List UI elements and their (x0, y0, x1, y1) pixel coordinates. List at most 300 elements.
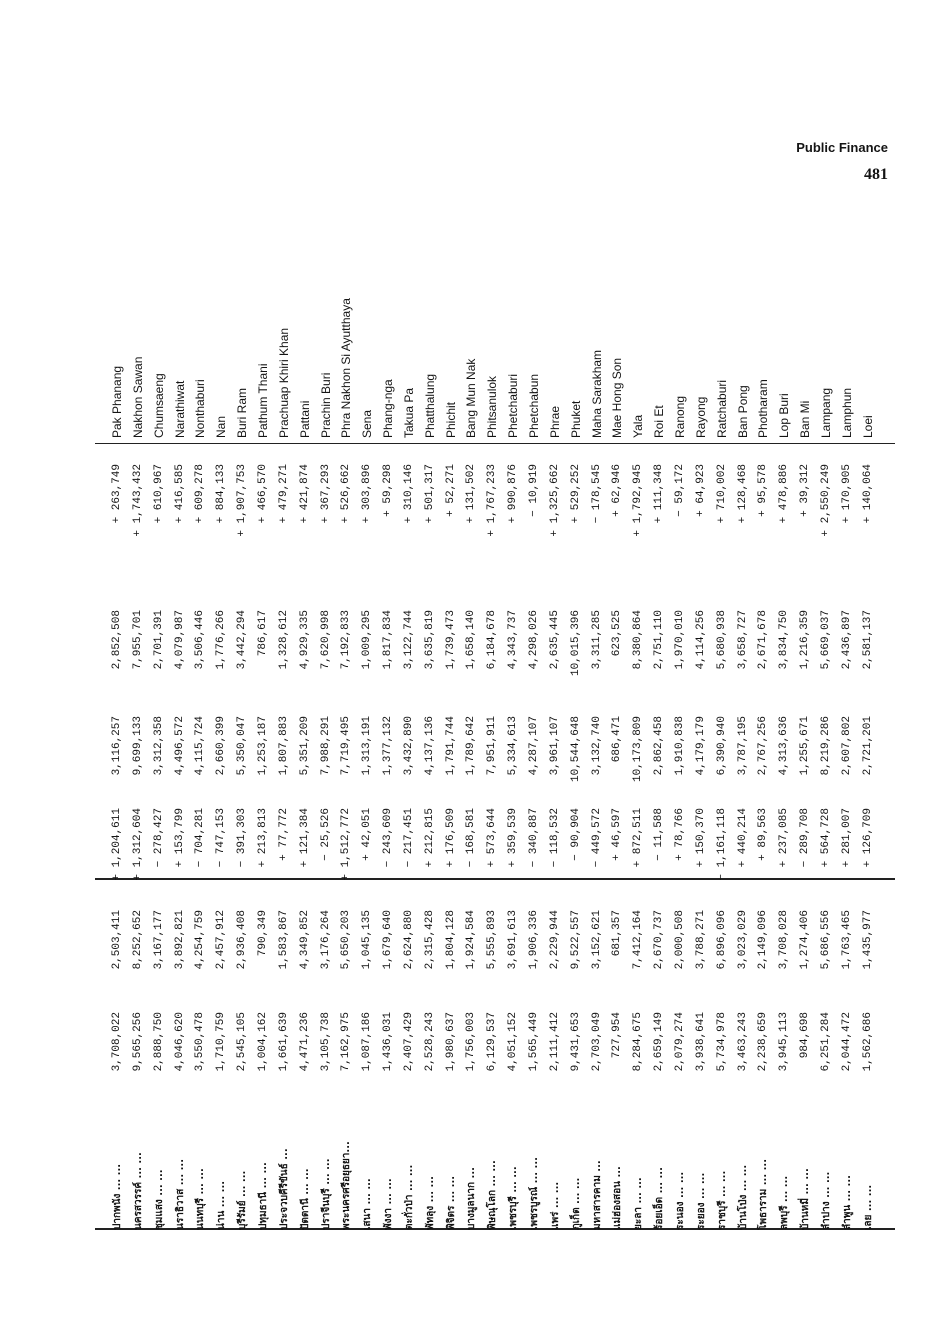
table-row (524, 140, 545, 1230)
value-cell-v5: 2,701,391 (152, 610, 165, 670)
value-cell-v6: + 52,271 (444, 464, 457, 517)
table-row (420, 140, 441, 1230)
table-row (211, 140, 232, 1230)
value-cell-v4: 3,787,195 (736, 716, 749, 776)
value-cell-v1: 3,463,243 (736, 1012, 749, 1072)
english-name-cell: Mae Hong Son (610, 357, 625, 438)
running-header-title: Public Finance (796, 140, 888, 155)
value-cell-v2: 3,167,177 (152, 910, 165, 970)
table-row (837, 140, 858, 1230)
value-cell-v6: + 1,743,432 (131, 464, 144, 537)
table-row (795, 140, 816, 1230)
table-row (357, 140, 378, 1230)
value-cell-v5: 2,436,897 (840, 610, 853, 670)
thai-name-cell: บ้านโป่ง ... ... (737, 1164, 749, 1230)
table-row (399, 140, 420, 1230)
value-cell-v6: + 501,317 (423, 464, 436, 524)
value-cell-v3: − 168,581 (465, 808, 478, 868)
value-cell-v3: − 1,161,118 (715, 808, 728, 881)
english-name-cell: Sena (360, 409, 375, 438)
value-cell-v6: + 479,271 (277, 464, 290, 524)
table-row (816, 140, 837, 1230)
thai-name-cell: พัทลุง ... ... (424, 1176, 436, 1230)
value-cell-v2: 1,274,406 (799, 910, 812, 970)
value-cell-v3: − 704,281 (194, 808, 207, 868)
value-cell-v1: 1,980,637 (444, 1012, 457, 1072)
value-cell-v1: 1,756,003 (465, 1012, 478, 1072)
value-cell-v5: 786,617 (256, 610, 269, 657)
value-cell-v2: 1,045,135 (361, 910, 374, 970)
value-cell-v4: 7,988,291 (319, 716, 332, 776)
value-cell-v1: 1,562,686 (861, 1012, 874, 1072)
value-cell-v1: 8,284,675 (632, 1012, 645, 1072)
value-cell-v6: − 59,172 (673, 464, 686, 517)
thai-name-cell: เพชรบุรี ... ... (508, 1166, 520, 1230)
value-cell-v1: 4,471,236 (298, 1012, 311, 1072)
value-cell-v2: 5,650,203 (340, 910, 353, 970)
value-cell-v4: 10,173,809 (632, 716, 645, 783)
value-cell-v6: + 1,767,233 (486, 464, 499, 537)
value-cell-v1: 2,528,243 (423, 1012, 436, 1072)
thai-name-cell: แม่ฮ่องสอน ... (612, 1166, 624, 1230)
value-cell-v1: 2,111,412 (548, 1012, 561, 1072)
english-name-cell: Phang-nga (381, 379, 396, 438)
thai-name-cell: เลย ... ... (862, 1184, 874, 1230)
value-cell-v5: 3,635,819 (423, 610, 436, 670)
value-cell-v2: 1,679,640 (382, 910, 395, 970)
value-cell-v4: 1,791,744 (444, 716, 457, 776)
value-cell-v4: 5,351,209 (298, 716, 311, 776)
english-name-cell: Ratchaburi (714, 379, 729, 438)
table-row (232, 140, 253, 1230)
value-cell-v2: 6,896,096 (715, 910, 728, 970)
table-row (149, 140, 170, 1230)
value-cell-v1: 1,087,186 (361, 1012, 374, 1072)
value-cell-v4: 1,377,132 (382, 716, 395, 776)
thai-name-cell: นราธิวาส ... ... (174, 1158, 186, 1230)
thai-name-cell: พังงา ... ... (383, 1178, 395, 1230)
table-row (649, 140, 670, 1230)
value-cell-v6: + 310,146 (402, 464, 415, 524)
value-cell-v2: 2,503,411 (111, 910, 123, 970)
thai-name-cell: ระนอง ... ... (674, 1171, 686, 1230)
value-cell-v4: 3,312,358 (152, 716, 165, 776)
value-cell-v5: 6,184,678 (486, 610, 499, 670)
thai-name-cell: บ้านหมี่ ... ... (800, 1168, 812, 1230)
table-row (316, 140, 337, 1230)
value-cell-v5: 2,671,678 (757, 610, 770, 670)
english-name-cell: Lamphun (839, 387, 854, 438)
english-name-cell: Rayong (693, 396, 708, 438)
value-cell-v3: + 213,813 (256, 808, 269, 868)
table-row (253, 140, 274, 1230)
table-row (607, 140, 628, 1230)
value-cell-v1: 2,703,049 (590, 1012, 603, 1072)
value-cell-v6: + 170,905 (840, 464, 853, 524)
thai-name-cell: นนทบุรี ... ... (195, 1168, 207, 1230)
value-cell-v4: 8,219,286 (819, 716, 832, 776)
value-cell-v4: 5,350,047 (236, 716, 249, 776)
value-cell-v4: 4,137,136 (423, 716, 436, 776)
value-cell-v4: 1,789,642 (465, 716, 478, 776)
value-cell-v1: 2,044,472 (840, 1012, 853, 1072)
table-row (712, 140, 733, 1230)
thai-name-cell: ปทุมธานี ... ... (257, 1162, 269, 1230)
english-name-cell: Pak Phanang (110, 365, 124, 438)
thai-name-cell: ภูเก็ต ... ... (570, 1177, 582, 1230)
value-cell-v2: 2,315,428 (423, 910, 436, 970)
rotated-finance-table (95, 140, 895, 1230)
table-row (378, 140, 399, 1230)
value-cell-v4: 10,544,648 (569, 716, 582, 783)
thai-name-cell: ลพบุรี ... ... (779, 1175, 791, 1230)
value-cell-v6: + 478,886 (778, 464, 791, 524)
value-cell-v5: 1,776,266 (215, 610, 228, 670)
value-cell-v6: + 990,876 (507, 464, 520, 524)
value-cell-v1: 2,079,274 (673, 1012, 686, 1072)
value-cell-v3: + 1,312,604 (131, 808, 144, 881)
thai-name-cell: เสนา ... ... (362, 1178, 374, 1230)
value-cell-v5: 3,442,294 (236, 610, 249, 670)
thai-name-cell: โพธาราม ... ... (758, 1158, 770, 1230)
value-cell-v2: 1,804,128 (444, 910, 457, 970)
english-name-cell: Ban Pong (735, 385, 750, 438)
value-cell-v3: + 150,370 (694, 808, 707, 868)
value-cell-v1: 6,251,284 (819, 1012, 832, 1072)
value-cell-v2: 681,357 (611, 910, 624, 957)
english-name-cell: Prachin Buri (318, 372, 333, 438)
value-cell-v2: 2,624,880 (402, 910, 415, 970)
value-cell-v1: 3,938,641 (694, 1012, 707, 1072)
value-cell-v2: 3,023,029 (736, 910, 749, 970)
value-cell-v3: + 121,384 (298, 808, 311, 868)
value-cell-v2: 7,412,164 (632, 910, 645, 970)
value-cell-v6: + 610,967 (152, 464, 165, 524)
value-cell-v5: 1,739,473 (444, 610, 457, 670)
english-name-cell: Loei (860, 415, 875, 438)
value-cell-v5: 5,669,037 (819, 610, 832, 670)
value-cell-v2: 1,906,336 (528, 910, 540, 970)
value-cell-v5: 4,079,987 (173, 610, 186, 670)
thai-name-cell: มหาสารคาม ... (591, 1160, 603, 1230)
english-name-cell: Takua Pa (401, 387, 416, 438)
table-row (170, 140, 191, 1230)
value-cell-v6: + 131,502 (465, 464, 478, 524)
value-cell-v3: + 77,772 (277, 808, 290, 861)
table-row (691, 140, 712, 1230)
value-cell-v3: − 243,609 (382, 808, 395, 868)
value-cell-v4: 9,699,133 (131, 716, 144, 776)
thai-name-cell: ระยอง ... ... (695, 1172, 707, 1230)
value-cell-v3: + 126,709 (861, 808, 874, 868)
value-cell-v2: 1,924,584 (465, 910, 478, 970)
value-cell-v2: 2,000,508 (673, 910, 686, 970)
value-cell-v1: 1,565,449 (528, 1012, 540, 1072)
table-row (482, 140, 503, 1230)
thai-name-cell: บุรีรัมย์ ... ... (237, 1170, 249, 1230)
value-cell-v3: + 1,512,772 (340, 808, 353, 881)
value-cell-v3: + 78,766 (673, 808, 686, 861)
value-cell-v1: 727,954 (611, 1012, 624, 1059)
value-cell-v1: 3,708,022 (111, 1012, 123, 1072)
english-name-cell: Roi Et (652, 405, 667, 438)
english-name-cell: Bang Mun Nak (464, 358, 479, 438)
table-row (733, 140, 754, 1230)
value-cell-v3: + 440,214 (736, 808, 749, 868)
table-row (128, 140, 149, 1230)
value-cell-v4: 1,313,191 (361, 716, 374, 776)
value-cell-v2: 4,349,852 (298, 910, 311, 970)
value-cell-v3: − 118,532 (548, 808, 561, 868)
table-row (190, 140, 211, 1230)
value-cell-v3: − 449,572 (590, 808, 603, 868)
value-cell-v5: 1,009,295 (361, 610, 374, 670)
value-cell-v2: 9,522,557 (569, 910, 582, 970)
english-name-cell: Narathiwat (172, 380, 187, 438)
thai-name-cell: ร้อยเอ็ด ... ... (654, 1167, 666, 1230)
value-cell-v1: 3,105,738 (319, 1012, 332, 1072)
value-cell-v6: + 466,570 (256, 464, 269, 524)
value-cell-v5: 4,343,737 (507, 610, 520, 670)
value-cell-v1: 2,545,105 (236, 1012, 249, 1072)
value-cell-v5: 3,658,727 (736, 610, 749, 670)
value-cell-v1: 1,436,031 (382, 1012, 395, 1072)
value-cell-v3: − 340,887 (528, 808, 540, 868)
english-name-cell: Yala (631, 414, 646, 438)
english-name-cell: Phra Nakhon Si Ayutthaya (339, 298, 354, 438)
thai-name-cell: ยะลา ... ... (633, 1177, 645, 1230)
value-cell-v1: 5,734,978 (715, 1012, 728, 1072)
value-cell-v4: 1,807,883 (277, 716, 290, 776)
value-cell-v2: 3,708,028 (778, 910, 791, 970)
value-cell-v3: + 281,007 (840, 808, 853, 868)
value-cell-v6: + 59,298 (382, 464, 395, 517)
thai-name-cell: แพร่ ... ... (549, 1181, 561, 1230)
value-cell-v6: + 710,002 (715, 464, 728, 524)
thai-name-cell: ตะกั่วป่า ... ... (403, 1164, 415, 1230)
value-cell-v5: 8,380,864 (632, 610, 645, 670)
thai-name-cell: ลำปาง ... ... (820, 1171, 832, 1230)
value-cell-v6: + 95,578 (757, 464, 770, 517)
value-cell-v4: 2,862,458 (653, 716, 666, 776)
value-cell-v5: 3,506,446 (194, 610, 207, 670)
value-cell-v3: + 564,728 (819, 808, 832, 868)
value-cell-v2: 3,892,821 (173, 910, 186, 970)
value-cell-v2: 790,349 (256, 910, 269, 957)
value-cell-v3: − 90,904 (569, 808, 582, 861)
value-cell-v4: 2,607,802 (840, 716, 853, 776)
english-name-cell: Ban Mi (798, 400, 813, 438)
value-cell-v1: 6,129,537 (486, 1012, 499, 1072)
value-cell-v6: + 128,468 (736, 464, 749, 524)
table-row (545, 140, 566, 1230)
value-cell-v5: 3,122,744 (402, 610, 415, 670)
value-cell-v2: 3,176,264 (319, 910, 332, 970)
value-cell-v3: + 212,815 (423, 808, 436, 868)
value-cell-v3: − 289,708 (799, 808, 812, 868)
value-cell-v1: 2,407,429 (402, 1012, 415, 1072)
value-cell-v4: 4,287,107 (528, 716, 540, 776)
english-name-cell: Buri Ram (235, 387, 250, 438)
value-cell-v5: 7,955,701 (131, 610, 144, 670)
value-cell-v4: 3,116,257 (111, 716, 123, 776)
english-name-cell: Photharam (756, 379, 771, 438)
table-row (461, 140, 482, 1230)
thai-name-cell: ราชบุรี ... ... (716, 1170, 728, 1230)
value-cell-v6: + 529,252 (569, 464, 582, 524)
value-cell-v5: 1,216,359 (799, 610, 812, 670)
value-cell-v3: − 747,153 (215, 808, 228, 868)
value-cell-v4: 4,179,179 (694, 716, 707, 776)
value-cell-v3: − 25,526 (319, 808, 332, 861)
value-cell-v1: 2,888,750 (152, 1012, 165, 1072)
value-cell-v6: − 178,545 (590, 464, 603, 524)
value-cell-v1: 984,698 (799, 1012, 812, 1059)
value-cell-v2: 2,229,944 (548, 910, 561, 970)
english-name-cell: Prachuap Khiri Khan (276, 327, 291, 438)
value-cell-v2: 8,252,652 (131, 910, 144, 970)
table-row (670, 140, 691, 1230)
value-cell-v4: 3,432,890 (402, 716, 415, 776)
value-cell-v6: + 421,874 (298, 464, 311, 524)
thai-name-cell: นครสวรรค์ ... ... (132, 1152, 144, 1230)
value-cell-v2: 5,555,893 (486, 910, 499, 970)
value-cell-v2: 1,435,977 (861, 910, 874, 970)
value-cell-v1: 1,661,639 (277, 1012, 290, 1072)
value-cell-v3: − 391,303 (236, 808, 249, 868)
value-cell-v3: + 153,799 (173, 808, 186, 868)
value-cell-v6: + 111,348 (653, 464, 666, 524)
value-cell-v5: 1,658,140 (465, 610, 478, 670)
value-cell-v2: 2,149,096 (757, 910, 770, 970)
value-cell-v4: 6,390,940 (715, 716, 728, 776)
value-cell-v1: 1,710,759 (215, 1012, 228, 1072)
table-row (274, 140, 295, 1230)
value-cell-v4: 2,721,201 (861, 716, 874, 776)
value-cell-v5: 3,834,750 (778, 610, 791, 670)
thai-name-cell: ประจวบคีรีขันธ์ ... (278, 1148, 290, 1230)
value-cell-v5: 2,581,137 (861, 610, 874, 670)
value-cell-v4: 4,496,572 (173, 716, 186, 776)
value-cell-v6: + 64,923 (694, 464, 707, 517)
value-cell-v6: + 367,293 (319, 464, 332, 524)
value-cell-v4: 686,471 (611, 716, 624, 763)
thai-name-cell: พิษณุโลก ... ... (487, 1160, 499, 1230)
value-cell-v4: 4,115,724 (194, 716, 207, 776)
value-cell-v2: 2,936,408 (236, 910, 249, 970)
value-cell-v5: 2,635,445 (548, 610, 561, 670)
value-cell-v1: 2,659,149 (653, 1012, 666, 1072)
value-cell-v5: 5,680,938 (715, 610, 728, 670)
value-cell-v5: 4,114,256 (694, 610, 707, 670)
value-cell-v5: 1,817,834 (382, 610, 395, 670)
value-cell-v3: + 872,511 (632, 808, 645, 868)
english-name-cell: Phuket (568, 400, 583, 438)
table-row (441, 140, 462, 1230)
thai-name-cell: ชุมแสง ... ... (153, 1169, 165, 1230)
table-row (753, 140, 774, 1230)
value-cell-v6: + 39,312 (799, 464, 812, 517)
value-cell-v6: + 1,325,662 (548, 464, 561, 537)
value-cell-v4: 1,253,187 (256, 716, 269, 776)
value-cell-v3: + 176,509 (444, 808, 457, 868)
table-row (295, 140, 316, 1230)
value-cell-v4: 2,660,399 (215, 716, 228, 776)
english-name-cell: Chumsaeng (151, 373, 166, 438)
english-name-cell: Phrae (547, 405, 562, 438)
english-name-cell: Maha Sarakham (589, 349, 604, 438)
english-name-cell: Nakhon Sawan (130, 356, 145, 438)
english-name-cell: Ranong (672, 395, 687, 438)
value-cell-v1: 4,051,152 (507, 1012, 520, 1072)
table-row (566, 140, 587, 1230)
english-name-cell: Lampang (818, 387, 833, 438)
value-cell-v1: 1,004,162 (256, 1012, 269, 1072)
english-name-cell: Pattani (297, 400, 312, 438)
value-cell-v2: 3,788,271 (694, 910, 707, 970)
value-cell-v5: 4,929,335 (298, 610, 311, 670)
value-cell-v2: 4,254,759 (194, 910, 207, 970)
value-cell-v2: 5,686,556 (819, 910, 832, 970)
value-cell-v3: + 237,085 (778, 808, 791, 868)
value-cell-v4: 1,910,838 (673, 716, 686, 776)
value-cell-v2: 1,763,465 (840, 910, 853, 970)
value-cell-v2: 3,691,613 (507, 910, 520, 970)
thai-name-cell: ปากพนัง ... ... (112, 1163, 123, 1230)
english-name-cell: Phitsanulok (485, 375, 500, 438)
table-row (628, 140, 649, 1230)
value-cell-v4: 5,334,613 (507, 716, 520, 776)
english-name-cell: Phetchaburi (506, 373, 521, 438)
page-number: 481 (864, 166, 888, 183)
value-cell-v1: 2,238,659 (757, 1012, 770, 1072)
table-row (107, 140, 128, 1230)
value-cell-v2: 1,583,867 (277, 910, 290, 970)
value-cell-v5: 2,751,110 (653, 610, 666, 670)
thai-name-cell: ปราจีนบุรี ... ... (320, 1158, 332, 1230)
table-row (587, 140, 608, 1230)
value-cell-v5: 1,970,010 (673, 610, 686, 670)
value-cell-v3: − 217,451 (402, 808, 415, 868)
table-row (858, 140, 879, 1230)
value-cell-v3: + 89,563 (757, 808, 770, 861)
english-name-cell: Pathum Thani (255, 363, 270, 438)
english-name-cell: Phichit (443, 401, 458, 438)
thai-name-cell: น่าน ... ... (216, 1180, 228, 1230)
value-cell-v1: 9,431,653 (569, 1012, 582, 1072)
value-cell-v4: 3,132,740 (590, 716, 603, 776)
value-cell-v6: + 526,662 (340, 464, 353, 524)
value-cell-v6: − 10,919 (528, 464, 540, 517)
value-cell-v3: + 1,204,611 (111, 808, 123, 881)
value-cell-v4: 2,767,256 (757, 716, 770, 776)
value-cell-v3: − 11,588 (653, 808, 666, 861)
value-cell-v5: 1,328,612 (277, 610, 290, 670)
value-cell-v3: + 359,539 (507, 808, 520, 868)
value-cell-v3: + 46,597 (611, 808, 624, 861)
value-cell-v4: 7,951,911 (486, 716, 499, 776)
value-cell-v2: 2,670,737 (653, 910, 666, 970)
thai-name-cell: พระนครศรีอยุธยา... (341, 1141, 353, 1230)
value-cell-v6: + 416,585 (173, 464, 186, 524)
thai-name-cell: เพชรบูรณ์ ... ... (529, 1157, 540, 1230)
value-cell-v5: 623,525 (611, 610, 624, 657)
english-name-cell: Nonthaburi (193, 379, 208, 438)
table-row (774, 140, 795, 1230)
value-cell-v3: + 42,051 (361, 808, 374, 861)
value-cell-v2: 3,152,621 (590, 910, 603, 970)
value-cell-v6: + 609,278 (194, 464, 207, 524)
